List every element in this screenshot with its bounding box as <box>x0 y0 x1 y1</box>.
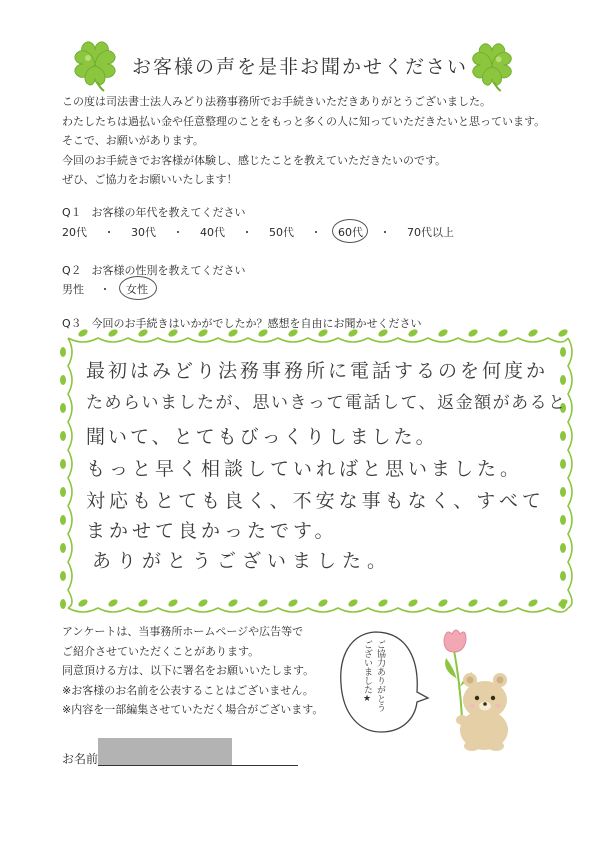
vine-leaf <box>560 599 566 609</box>
answer-line: まかせて良かったです。 <box>86 520 338 542</box>
vine-leaf <box>287 598 299 608</box>
vine-leaf <box>60 515 66 525</box>
vine-leaf <box>347 598 359 608</box>
vine-leaf <box>77 598 89 608</box>
vine-leaf <box>560 515 566 525</box>
age-option-selected[interactable] <box>338 224 363 240</box>
name-label: お名前 <box>62 752 99 766</box>
vine-leaf <box>167 598 179 608</box>
vine-leaf <box>347 328 359 338</box>
vine-leaf <box>560 375 566 385</box>
vine-left <box>68 338 72 608</box>
vine-leaf <box>197 598 209 608</box>
question-2 <box>62 262 246 278</box>
intro-text <box>62 92 545 190</box>
q1-options <box>62 224 454 240</box>
bubble-line: ご協力ありがとう <box>375 640 385 712</box>
closing-line: アンケートは、当事務所ホームページや広告等で <box>62 625 304 638</box>
vine-leaf <box>560 431 566 441</box>
bubble-line: ございました★ <box>362 640 372 704</box>
question-text: 今回のお手続きはいかがでしたか？感想を自由にお聞かせください <box>91 317 422 330</box>
vine-leaf <box>60 347 66 357</box>
answer-line: 対応もとても良く、不安な事もなく、すべて <box>86 490 545 512</box>
vine-leaf <box>227 598 239 608</box>
vine-leaf <box>437 328 449 338</box>
separator: ・ <box>379 226 391 239</box>
vine-leaf <box>437 598 449 608</box>
vine-leaf <box>560 459 566 469</box>
question-number: Q１ <box>62 206 82 219</box>
separator: ・ <box>310 226 322 239</box>
vine-leaf <box>60 599 66 609</box>
vine-leaf <box>60 403 66 413</box>
vine-leaf <box>227 328 239 338</box>
vine-leaf <box>560 487 566 497</box>
intro-line: そこで、お願いがあります。 <box>62 134 204 147</box>
vine-leaf <box>557 328 569 338</box>
vine-leaf <box>377 328 389 338</box>
vine-leaf <box>60 431 66 441</box>
gender-option[interactable]: 男性 <box>62 283 84 296</box>
vine-leaf <box>497 328 509 338</box>
vine-leaf <box>527 328 539 338</box>
closing-line: ご紹介させていただくことがあります。 <box>62 644 260 658</box>
vine-leaf <box>560 543 566 553</box>
vine-leaf <box>137 328 149 338</box>
vine-leaf <box>77 328 89 338</box>
vine-leaf <box>197 328 209 338</box>
question-number: Q２ <box>62 264 82 277</box>
answer-line: ためらいましたが、思いきって電話して、返金額があると <box>86 393 567 413</box>
vine-leaf <box>60 571 66 581</box>
vine-leaf <box>60 459 66 469</box>
vine-bottom <box>68 608 568 612</box>
vine-leaf <box>560 571 566 581</box>
intro-line: 今回のお手続きでお客様が体験し、感じたことを教えていただきたいのです。 <box>62 153 447 167</box>
gender-option-selected[interactable] <box>126 281 148 297</box>
vine-leaf <box>317 328 329 338</box>
intro-line: この度は司法書士法人みどり法務事務所でお手続きいただきありがとうございました。 <box>62 95 491 108</box>
vine-right <box>568 338 572 608</box>
vine-leaf <box>407 598 419 608</box>
vine-leaf <box>560 347 566 357</box>
separator: ・ <box>172 226 184 239</box>
closing-line: ※内容を一部編集させていただく場合がございます。 <box>62 703 324 716</box>
vine-leaf <box>107 598 119 608</box>
vine-leaf <box>167 328 179 338</box>
closing-line: 同意頂ける方は、以下に署名をお願いいたします。 <box>62 664 315 677</box>
vine-leaf <box>107 328 119 338</box>
age-option[interactable]: 30代 <box>131 226 156 239</box>
selection-circle <box>332 219 368 243</box>
answer-line: ありがとうございました。 <box>92 550 393 572</box>
age-option[interactable]: 50代 <box>269 226 294 239</box>
vine-leaf <box>257 598 269 608</box>
vine-leaf <box>467 328 479 338</box>
vine-leaf <box>377 598 389 608</box>
selection-circle <box>119 276 157 300</box>
page-title: お客様の声を是非お聞かせください <box>131 56 468 78</box>
bubble-text <box>360 640 386 730</box>
age-option[interactable]: 40代 <box>200 226 225 239</box>
vine-leaf <box>407 328 419 338</box>
vine-top <box>68 338 568 342</box>
age-option[interactable]: 70代以上 <box>407 226 454 239</box>
answer-line: 最初はみどり法務事務所に電話するのを何度か <box>86 360 549 382</box>
intro-line: わたしたちは過払い金や任意整理のことをもっと多くの人に知っていただきたいと思っています。 <box>62 114 546 128</box>
age-option[interactable]: 20代 <box>62 226 87 239</box>
vine-leaf <box>257 328 269 338</box>
separator: ・ <box>103 226 115 239</box>
vine-leaf <box>60 375 66 385</box>
name-signature-line[interactable] <box>98 765 298 766</box>
intro-line: ぜひ、ご協力をお願いいたします！ <box>62 173 238 186</box>
vine-leaf <box>317 598 329 608</box>
question-1 <box>62 204 246 220</box>
closing-text <box>62 622 323 720</box>
bear-with-tulip-illustration <box>432 628 517 753</box>
question-number: Q３ <box>62 317 82 330</box>
vine-leaf <box>467 598 479 608</box>
answer-area[interactable] <box>86 350 567 580</box>
separator: ・ <box>241 226 253 239</box>
gender-option-label: 女性 <box>126 283 148 296</box>
question-text: お客様の性別を教えてください <box>91 264 246 277</box>
age-option-label: 60代 <box>338 226 363 239</box>
answer-line: もっと早く相談していればと思いました。 <box>86 458 524 480</box>
separator: ・ <box>99 283 111 296</box>
question-text: お客様の年代を教えてください <box>91 206 246 219</box>
closing-line: ※お客様のお名前を公表することはございません。 <box>62 683 314 697</box>
vine-leaf <box>497 598 509 608</box>
vine-leaf <box>137 598 149 608</box>
vine-leaf <box>60 487 66 497</box>
q2-options <box>62 281 148 297</box>
vine-leaf <box>287 328 299 338</box>
vine-leaf <box>527 598 539 608</box>
name-redaction <box>98 738 232 765</box>
answer-line: 聞いて、とてもびっくりしました。 <box>86 426 438 448</box>
vine-leaf <box>60 543 66 553</box>
